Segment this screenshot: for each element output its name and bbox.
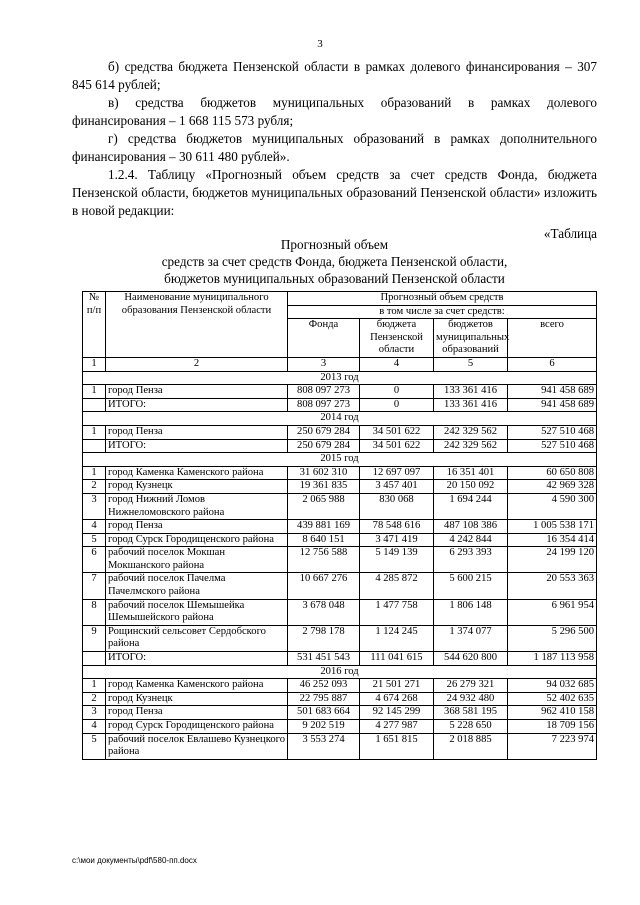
table-row: [83, 493, 597, 519]
row-municipality: город Пенза: [106, 385, 288, 399]
row-municipality: город Пенза: [106, 706, 288, 720]
row-municipal: 2 018 885: [434, 733, 508, 759]
row-region: 1 124 245: [360, 625, 434, 651]
row-region: 3 471 419: [360, 533, 434, 547]
row-number: 1: [83, 466, 106, 480]
row-region: 1 651 815: [360, 733, 434, 759]
table-row: [83, 573, 597, 599]
row-municipal: 133 361 416: [434, 398, 508, 412]
row-fund: 2 065 988: [288, 493, 360, 519]
row-municipal: 1 806 148: [434, 599, 508, 625]
row-region: 111 041 615: [360, 652, 434, 666]
file-path-footer: c:\мои документы\pdf\580-пп.docx: [72, 856, 197, 865]
row-municipality: ИТОГО:: [106, 439, 288, 453]
row-municipal: 26 279 321: [434, 679, 508, 693]
table-body: [83, 371, 597, 759]
row-municipality: город Пенза: [106, 425, 288, 439]
row-number: [83, 652, 106, 666]
row-municipal: 242 329 562: [434, 439, 508, 453]
column-number: 5: [434, 357, 508, 371]
body-text: [72, 58, 597, 243]
row-number: 4: [83, 520, 106, 534]
table-row: [83, 599, 597, 625]
row-municipality: город Сурск Городищенского района: [106, 720, 288, 734]
row-total: 6 961 954: [508, 599, 597, 625]
header-name: Наименование муниципального образования Пензенской области: [106, 292, 288, 358]
row-total: 7 223 974: [508, 733, 597, 759]
row-municipality: город Пенза: [106, 520, 288, 534]
row-number: 1: [83, 385, 106, 399]
row-total: 52 402 635: [508, 692, 597, 706]
row-fund: 250 679 284: [288, 425, 360, 439]
row-fund: 439 881 169: [288, 520, 360, 534]
row-municipality: город Кузнецк: [106, 692, 288, 706]
row-municipal: 544 620 800: [434, 652, 508, 666]
row-total: 94 032 685: [508, 679, 597, 693]
row-municipality: рабочий поселок Шемышейка Шемышейского района: [106, 599, 288, 625]
row-municipal: 24 932 480: [434, 692, 508, 706]
row-municipal: 242 329 562: [434, 425, 508, 439]
row-total: 527 510 468: [508, 425, 597, 439]
table-row: [83, 692, 597, 706]
row-municipality: город Кузнецк: [106, 480, 288, 494]
row-fund: 10 667 276: [288, 573, 360, 599]
header-forecast: Прогнозный объем средств: [288, 292, 597, 306]
row-municipal: 6 293 393: [434, 547, 508, 573]
row-number: 3: [83, 493, 106, 519]
row-municipality: рабочий поселок Евлашево Кузнецкого района: [106, 733, 288, 759]
row-total: 941 458 689: [508, 385, 597, 399]
table-row: [83, 425, 597, 439]
row-number: [83, 398, 106, 412]
year-label: 2016 год: [83, 665, 597, 679]
year-row: [83, 453, 597, 467]
row-fund: 808 097 273: [288, 385, 360, 399]
row-region: 78 548 616: [360, 520, 434, 534]
row-municipality: город Нижний Ломов Нижнеломовского района: [106, 493, 288, 519]
row-region: 4 277 987: [360, 720, 434, 734]
row-municipal: 5 600 215: [434, 573, 508, 599]
row-region: 4 674 268: [360, 692, 434, 706]
table-row: [83, 520, 597, 534]
table-row: [83, 466, 597, 480]
year-row: [83, 371, 597, 385]
row-number: 1: [83, 425, 106, 439]
table-row: [83, 706, 597, 720]
header-fund: Фонда: [288, 319, 360, 358]
column-number-row: [83, 357, 597, 371]
year-row: [83, 665, 597, 679]
column-number: 4: [360, 357, 434, 371]
row-fund: 9 202 519: [288, 720, 360, 734]
row-fund: 31 602 310: [288, 466, 360, 480]
row-fund: 2 798 178: [288, 625, 360, 651]
column-number: 2: [106, 357, 288, 371]
row-number: 5: [83, 533, 106, 547]
row-total: 42 969 328: [508, 480, 597, 494]
row-fund: 531 451 543: [288, 652, 360, 666]
table-title-line-3: бюджетов муниципальных образований Пензенской области: [164, 271, 505, 286]
row-municipal: 487 108 386: [434, 520, 508, 534]
total-row: [83, 398, 597, 412]
row-total: 527 510 468: [508, 439, 597, 453]
table-row: [83, 547, 597, 573]
row-municipal: 1 374 077: [434, 625, 508, 651]
row-region: 3 457 401: [360, 480, 434, 494]
year-label: 2014 год: [83, 412, 597, 426]
header-including: в том числе за счет средств:: [288, 305, 597, 319]
total-row: [83, 652, 597, 666]
row-total: 60 650 808: [508, 466, 597, 480]
row-fund: 22 795 887: [288, 692, 360, 706]
row-fund: 501 683 664: [288, 706, 360, 720]
header-region: бюджета Пензенской области: [360, 319, 434, 358]
year-row: [83, 412, 597, 426]
row-fund: 3 678 048: [288, 599, 360, 625]
row-municipality: ИТОГО:: [106, 398, 288, 412]
column-number: 1: [83, 357, 106, 371]
row-municipality: город Каменка Каменского района: [106, 466, 288, 480]
row-fund: 12 756 588: [288, 547, 360, 573]
total-row: [83, 439, 597, 453]
row-region: 21 501 271: [360, 679, 434, 693]
row-number: 9: [83, 625, 106, 651]
row-fund: 46 252 093: [288, 679, 360, 693]
page-number: 3: [317, 38, 323, 50]
header-municipal: бюджетов муниципальных образований: [434, 319, 508, 358]
row-municipal: 20 150 092: [434, 480, 508, 494]
row-fund: 19 361 835: [288, 480, 360, 494]
table-row: [83, 720, 597, 734]
row-number: 1: [83, 679, 106, 693]
row-region: 5 149 139: [360, 547, 434, 573]
row-municipality: ИТОГО:: [106, 652, 288, 666]
row-region: 34 501 622: [360, 425, 434, 439]
forecast-table: [82, 291, 597, 760]
row-number: 2: [83, 692, 106, 706]
column-number: 3: [288, 357, 360, 371]
table-row: [83, 625, 597, 651]
row-number: [83, 439, 106, 453]
row-municipal: 4 242 844: [434, 533, 508, 547]
row-municipal: 1 694 244: [434, 493, 508, 519]
table-label: «Таблица: [543, 226, 597, 241]
table-row: [83, 533, 597, 547]
row-municipal: 133 361 416: [434, 385, 508, 399]
row-total: 1 187 113 958: [508, 652, 597, 666]
table-title-line-2: средств за счет средств Фонда, бюджета Пензенской области,: [161, 254, 508, 269]
table-title-line-1: Прогнозный объем: [280, 237, 389, 252]
table-row: [83, 385, 597, 399]
table-title: [72, 236, 597, 287]
row-number: 6: [83, 547, 106, 573]
row-fund: 250 679 284: [288, 439, 360, 453]
table-row: [83, 733, 597, 759]
paragraph-v: в) средства бюджетов муниципальных образований в рамках долевого финансирования – 1 668 115 573 рубля;: [72, 95, 597, 128]
row-number: 8: [83, 599, 106, 625]
paragraph-b: б) средства бюджета Пензенской области в рамках долевого финансирования – 307 845 614 рублей;: [72, 59, 597, 92]
row-total: 16 354 414: [508, 533, 597, 547]
row-municipal: 5 228 650: [434, 720, 508, 734]
row-municipality: рабочий поселок Мокшан Мокшанского района: [106, 547, 288, 573]
row-municipality: Рощинский сельсовет Сердобского района: [106, 625, 288, 651]
row-total: 20 553 363: [508, 573, 597, 599]
row-municipal: 16 351 401: [434, 466, 508, 480]
row-number: 2: [83, 480, 106, 494]
row-total: 24 199 120: [508, 547, 597, 573]
year-label: 2013 год: [83, 371, 597, 385]
row-region: 0: [360, 385, 434, 399]
row-number: 7: [83, 573, 106, 599]
row-total: 18 709 156: [508, 720, 597, 734]
row-total: 4 590 300: [508, 493, 597, 519]
row-municipality: город Сурск Городищенского района: [106, 533, 288, 547]
row-fund: 808 097 273: [288, 398, 360, 412]
row-fund: 8 640 151: [288, 533, 360, 547]
row-region: 4 285 872: [360, 573, 434, 599]
column-number: 6: [508, 357, 597, 371]
row-region: 34 501 622: [360, 439, 434, 453]
table-row: [83, 480, 597, 494]
header-num: № п/п: [83, 292, 106, 358]
paragraph-1-2-4: 1.2.4. Таблицу «Прогнозный объем средств за счет средств Фонда, бюджета Пензенской области, бюджетов муниципальных образований Пензенской области» изложить в новой редакции:: [72, 167, 597, 218]
row-region: 92 145 299: [360, 706, 434, 720]
row-region: 0: [360, 398, 434, 412]
year-label: 2015 год: [83, 453, 597, 467]
row-municipality: город Каменка Каменского района: [106, 679, 288, 693]
row-total: 1 005 538 171: [508, 520, 597, 534]
row-total: 5 296 500: [508, 625, 597, 651]
row-number: 3: [83, 706, 106, 720]
row-total: 962 410 158: [508, 706, 597, 720]
row-number: 5: [83, 733, 106, 759]
paragraph-g: г) средства бюджетов муниципальных образований в рамках дополнительного финансирования – 30 611 480 рублей».: [72, 131, 597, 164]
row-municipality: рабочий поселок Пачелма Пачелмского района: [106, 573, 288, 599]
row-region: 12 697 097: [360, 466, 434, 480]
row-total: 941 458 689: [508, 398, 597, 412]
row-municipal: 368 581 195: [434, 706, 508, 720]
row-region: 830 068: [360, 493, 434, 519]
table-row: [83, 679, 597, 693]
row-fund: 3 553 274: [288, 733, 360, 759]
row-number: 4: [83, 720, 106, 734]
header-total: всего: [508, 319, 597, 358]
row-region: 1 477 758: [360, 599, 434, 625]
